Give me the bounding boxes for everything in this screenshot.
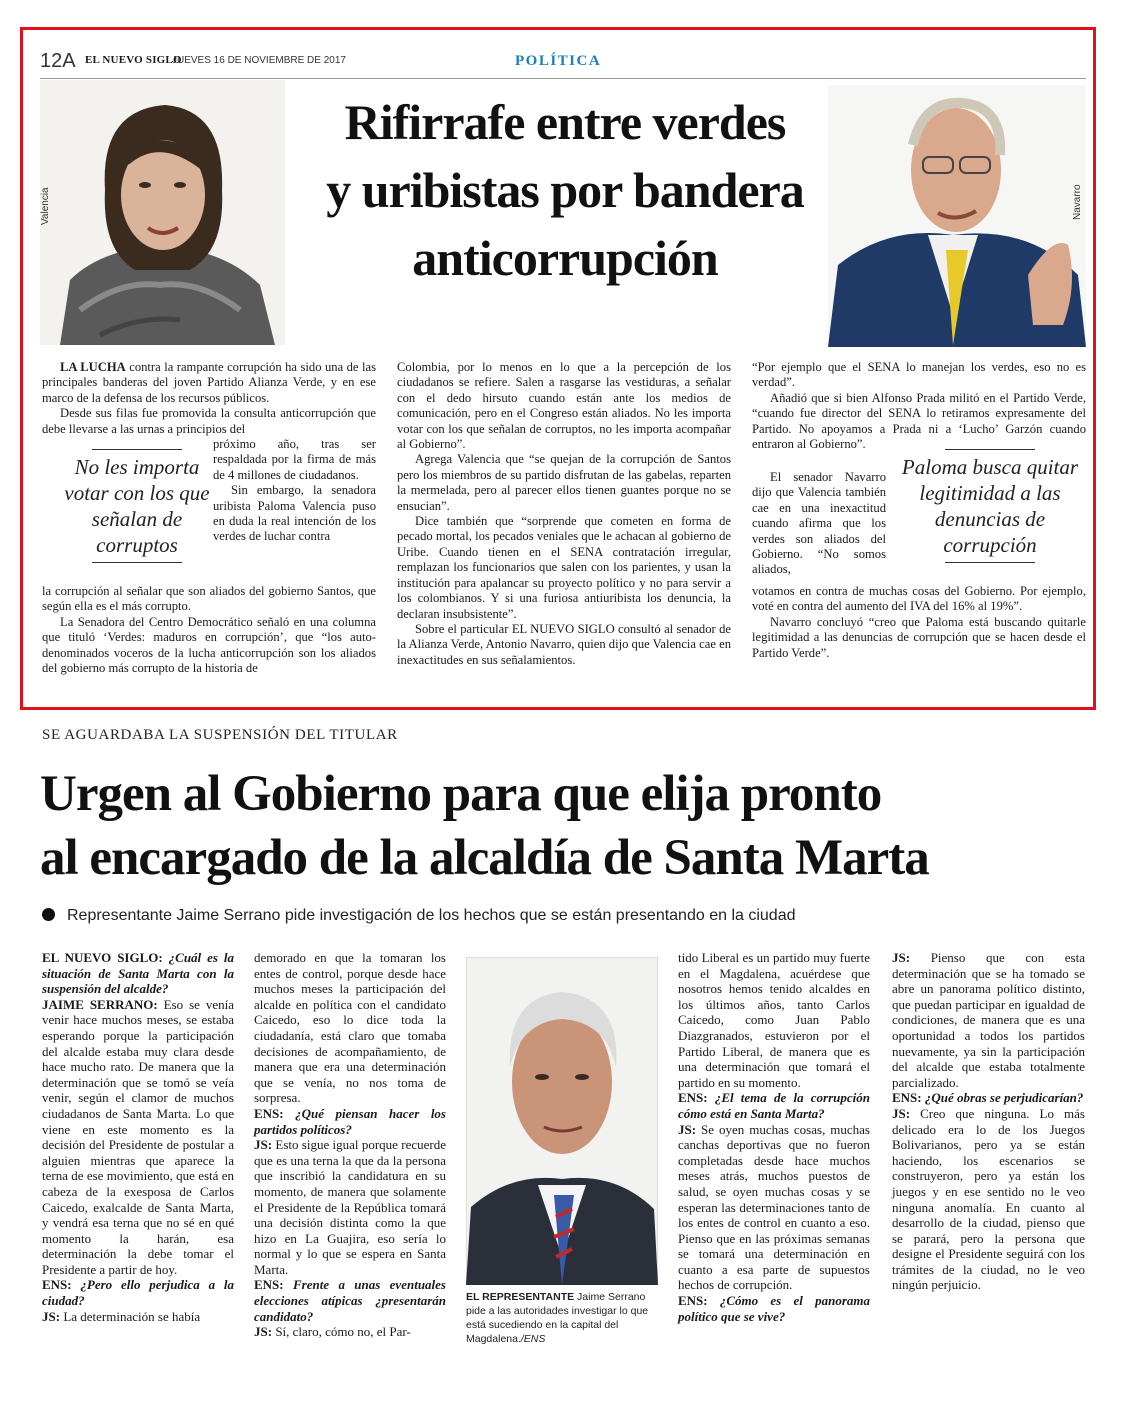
paragraph: Sobre el particular EL NUEVO SIGLO consultó al senador de la Alianza Verde, Antonio Navarro, quien dijo que Valencia cae en inexactitudes en sus señalamientos. [397,621,731,667]
paragraph: Sin embargo, la senadora uribista Paloma Valencia puso en duda la real intención de los verdes de luchar contra [213,483,376,544]
speaker: JS: [678,1121,697,1137]
answer: Se oyen muchas cosas, muchas canchas deportivas que no fueron completadas desde hace muchos meses atrás, muchos puestos de salud, se oyen muchas cosas y se esperan las determinaciones tanto de los entes de control en cuanto a eso. Pienso que en las próximas semanas se tomará una determinación en cuanto a esa parte de supuestos hechos de corrupción. [678,1121,870,1293]
photo-caption [466,1290,658,1346]
speaker: JAIME SERRANO: [42,996,158,1012]
speaker: JS: [42,1308,61,1324]
caption-text: Jaime Serrano pide a las autoridades investigar lo que está sucediendo en la capital del Magdalena. [466,1291,649,1345]
article1-column-1-bottom [42,584,376,676]
paragraph: Agrega Valencia que “se quejan de la corrupción de Santos pero los miembros de su partido disfrutan de las gabelas, reparten la mermelada, pero al parecer ellos tienen guantes porque no se ensucian”. [397,452,731,513]
speaker: EL NUEVO SIGLO: [42,950,163,965]
question: ¿Qué piensan hacer los partidos políticos? [254,1105,446,1137]
photo-label-valencia: Valencia [40,187,51,225]
pullquote-left: No les importa votar con los que señalan de corruptos [64,455,210,557]
article1-column-1 [42,360,376,437]
question: ¿Cómo es el panorama político que se vive? [678,1293,870,1324]
answer: Pienso que con esta determinación que se ha tomado se abre un panorama político distinto, que puedan participar en igualdad de condiciones, de manera que es una oportunidad a todos los partidos nuevamente, ya sin la participación del alcalde que estaba totalmente parcializado. [892,950,1085,1090]
answer: Creo que ninguna. Lo más delicado era lo de los Juegos Bolivarianos, pero ya se están haciendo, los escenarios se construyeron, pero ya están los juegos y en ese sentido no le veo ninguna anomalía. En cuanto al desarrollo de la ciudad, pienso que se parará, pero la persona que designe el Presidente seguirá con los trámites de la ciudad, no le veo ningún perjuicio. [892,1105,1085,1293]
paragraph: Dice también que “sorprende que cometen en forma de pecado mortal, los pecados veniales que le achacan al gobierno de Uribe. Cuando tienen en el SENA contratación irregular, remplazan los funcionarios que salen con los parientes, y usan la institución para apalancar su proyecto político y no para servir a los colombianos. Y si una furiosa antiuribista los denuncia, la declaran insubsistente”. [397,514,731,621]
speaker: ENS: [254,1277,284,1293]
photo-navarro [828,85,1086,347]
paragraph: votamos en contra de muchas cosas del Gobierno. Por ejemplo, voté en contra del aumento del IVA del 16% al 19%”. [752,584,1086,614]
pullquote-rule [945,562,1035,563]
issue-date: JUEVES 16 DE NOVIEMBRE DE 2017 [172,55,346,66]
paragraph: Añadió que si bien Alfonso Prada militó en el Partido Verde, “cuando fue director del SENA lo retiramos expresamente del Partido. No apoyamos a Prada ni a ‘Lucho’ Garzón cuando entraron al Gobierno”. [752,390,1086,452]
article1-column-3 [752,360,1086,452]
paragraph: Desde sus filas fue promovida la consulta anticorrupción que debe llevarse a las urnas a principios del [42,406,376,436]
speaker: JS: [892,950,911,965]
paragraph: La Senadora del Centro Democrático señaló en una columna que tituló ‘Verdes: maduros en corrupción’, que “los auto-denominados voceros de la lucha anticorrupción son los aliados del gobierno más corrupto de la historia de [42,614,376,676]
question: ¿Qué obras se perjudicarían? [921,1090,1084,1106]
article2-kicker: SE AGUARDABA LA SUSPENSIÓN DEL TITULAR [42,727,398,743]
subhead-text: Representante Jaime Serrano pide investigación de los hechos que se están presentando en la ciudad [67,907,796,924]
article1-column-2 [397,360,731,668]
lead-in: LA LUCHA [60,360,126,374]
bullet-icon [42,908,55,921]
headline-line: Urgen al Gobierno para que elija pronto [40,766,882,822]
speaker: ENS: [42,1277,72,1293]
article2-column-1 [42,950,234,1324]
photo-serrano [466,957,658,1285]
section-label: POLÍTICA [515,53,602,69]
paragraph: Colombia, por lo menos en lo que a la percepción de los ciudadanos se refiere. Salen a rasgarse las vestiduras, a señalar con el dedo hirsuto cuando están ante los medios de comunicación, pero en el Congreso están aliados. No les importa votar con los que señalan de corruptos, no les importa acompañar al Gobierno”. [397,360,731,452]
pullquote-rule [945,449,1035,450]
speaker: JS: [892,1105,911,1121]
page-number: 12A [40,50,76,72]
answer: La determinación se había [60,1308,201,1324]
answer: Sí, claro, cómo no, el Par- [272,1324,411,1340]
paragraph: la corrupción al señalar que son aliados del gobierno Santos, que según ella es el más corrupto. [42,584,376,614]
speaker: JS: [254,1324,273,1340]
page-header [40,48,1086,79]
pullquote-right: Paloma busca quitar legitimidad a las denuncias de corrupción [901,455,1079,557]
article2-subhead [42,907,795,925]
caption-lead: EL REPRESENTANTE [466,1291,575,1303]
article1-column-3-wrap [752,470,886,578]
headline-line: y uribistas por bandera [326,162,804,218]
speaker: ENS: [892,1090,922,1106]
article2-column-4 [892,950,1085,1293]
speaker: ENS: [678,1293,708,1309]
paragraph: “Por ejemplo que el SENA lo manejan los verdes, eso no es verdad”. [752,360,1086,390]
article1-column-3-bottom [752,584,1086,661]
article1-column-1-wrap [213,437,376,545]
headline-line: anticorrupción [412,230,718,286]
caption-credit: /ENS [520,1333,546,1345]
speaker: JS: [254,1137,273,1153]
speaker: ENS: [254,1105,284,1121]
question: Frente a unas eventuales elecciones atípicas ¿presentarán candidato? [254,1277,446,1324]
paragraph: Navarro concluyó “creo que Paloma está buscando quitarle legitimidad a las denuncias de corrupción que se hacen desde el Partido Verde”. [752,614,1086,660]
paragraph: próximo año, tras ser respaldada por la firma de más de 4 millones de ciudadanos. [213,437,376,482]
question: ¿Pero ello perjudica a la ciudad? [42,1277,234,1309]
article2-headline [40,762,1100,890]
answer: Esto sigue igual porque recuerde que es una terna la que da la persona que inscribió la candidatura en su momento, de manera que solamente el Presidente de la República tomará una decisión distinta como la que hizo en La Guajira, eso sería lo normal y lo que se espera en Santa Marta. [254,1137,446,1277]
article1-headline [280,88,850,292]
pullquote-rule [92,562,182,563]
pullquote-rule [92,449,182,450]
question: ¿El tema de la corrupción cómo está en Santa Marta? [678,1090,870,1121]
article2-column-3 [678,950,870,1324]
question: ¿Cuál es la situación de Santa Marta con la suspensión del alcalde? [42,950,234,997]
article2-column-2 [254,950,446,1340]
headline-line: Rifirrafe entre verdes [344,94,786,150]
answer: Eso se venía venir hace muchos meses, se estaba esperando porque la participación del alcalde estaba muy clara desde hace mucho rato. De manera que la determinación que se tomó se veía venir, según el clamor de muchos ciudadanos de Santa Marta. Lo que viene en este momento es la decisión del Presidente de postular a alguien mientras que aparece la terna de ese movimiento, que está en cabeza de la exesposa de Carlos Caicedo, exalcalde de Santa Marta, y vendrá esa terna que no sé en qué momento la harán, esa determinación la debe tomar el Presidente a partir de hoy. [42,996,234,1277]
masthead: EL NUEVO SIGLO [85,54,182,66]
photo-label-navarro: Navarro [1072,184,1083,220]
paragraph: contra la rampante corrupción ha sido una de las principales banderas del joven Partido Alianza Verde, y en ese marco de la defensa de los recursos públicos. [42,360,376,405]
photo-valencia [40,80,285,345]
answer: tido Liberal es un partido muy fuerte en el Magdalena, acuérdese que nosotros hemos tenido alcaldes en los últimos años, tanto Carlos Caicedo, como Juan Pablo Diazgranados, estuvieron por el Partido Liberal, de manera que es una determinación que tomará el partido en su momento. [678,950,870,1090]
headline-line: al encargado de la alcaldía de Santa Marta [40,830,929,886]
answer: demorado en que la tomaran los entes de control, porque desde hace muchos meses la participación del alcalde en política con el candidato Caicedo, eso lo dice toda la ciudadanía, está claro que tomaba decisiones de acompañamiento, de manera que era una determinación que se venía, no nos toma de sorpresa. [254,950,446,1106]
paragraph: El senador Navarro dijo que Valencia también cae en una inexactitud cuando afirma que los verdes son aliados del Gobierno. “No somos aliados, [752,470,886,577]
speaker: ENS: [678,1090,708,1106]
